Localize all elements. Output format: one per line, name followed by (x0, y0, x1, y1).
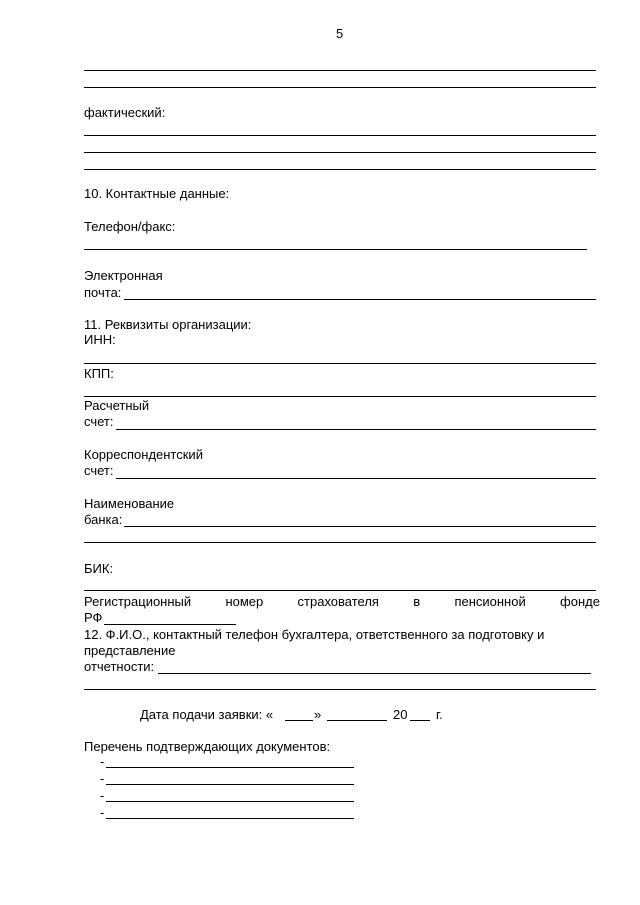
pfr-word: Регистрационный (84, 594, 192, 609)
doc-field-3[interactable] (106, 801, 354, 802)
corr-account-label-line2: счет: (84, 463, 114, 478)
kpp-field[interactable] (84, 396, 596, 397)
bank-field-2[interactable] (84, 542, 596, 543)
bik-field[interactable] (84, 590, 596, 591)
email-field[interactable] (124, 299, 596, 300)
docs-bullet: - (100, 805, 105, 820)
accountant-field-2[interactable] (84, 689, 596, 690)
section-11-title: 11. Реквизиты организации: (84, 317, 252, 332)
date-suffix: г. (436, 707, 443, 722)
date-quote-close: » (314, 707, 322, 722)
date-prefix: Дата подачи заявки: « (140, 707, 274, 722)
pfr-word: пенсионной (454, 594, 526, 609)
pfr-label-line2: РФ (84, 610, 103, 625)
phone-label: Телефон/факс: (84, 219, 176, 234)
bik-label: БИК: (84, 561, 114, 576)
accountant-field[interactable] (158, 673, 591, 674)
kpp-label: КПП: (84, 366, 114, 381)
account-label-line1: Расчетный (84, 398, 150, 413)
bank-label-line1: Наименование (84, 496, 175, 511)
date-year-field[interactable] (410, 720, 430, 721)
date-year-prefix: 20 (393, 707, 408, 722)
account-field[interactable] (116, 429, 596, 430)
actual-address-field-3[interactable] (84, 169, 596, 170)
date-month-field[interactable] (327, 720, 387, 721)
address-line-2 (84, 87, 596, 88)
section-10-title: 10. Контактные данные: (84, 186, 230, 201)
actual-address-label: фактический: (84, 105, 166, 120)
doc-field-1[interactable] (106, 767, 354, 768)
page-number: 5 (336, 26, 344, 41)
section-12-line2: представление (84, 643, 176, 658)
email-label-line1: Электронная (84, 268, 163, 283)
doc-field-4[interactable] (106, 818, 354, 819)
pfr-label-line1 (84, 594, 600, 609)
email-label-line2: почта: (84, 285, 122, 300)
phone-field[interactable] (84, 249, 587, 250)
docs-bullet: - (100, 788, 105, 803)
inn-label: ИНН: (84, 332, 116, 347)
corr-account-label-line1: Корреспондентский (84, 447, 203, 462)
bank-label-line2: банка: (84, 512, 123, 527)
docs-bullet: - (100, 754, 105, 769)
docs-bullet: - (100, 771, 105, 786)
address-line-1 (84, 70, 596, 71)
section-12-line1: 12. Ф.И.О., контактный телефон бухгалтера, ответственного за подготовку и (84, 627, 545, 642)
pfr-word: фонде (560, 594, 600, 609)
actual-address-field-2[interactable] (84, 152, 596, 153)
bank-field[interactable] (124, 526, 596, 527)
pfr-word: страхователя (297, 594, 379, 609)
date-day-field[interactable] (285, 720, 313, 721)
pfr-word: номер (225, 594, 264, 609)
inn-field[interactable] (84, 363, 596, 364)
pfr-field[interactable] (104, 624, 236, 625)
corr-account-field[interactable] (116, 478, 596, 479)
account-label-line2: счет: (84, 414, 114, 429)
section-12-line3: отчетности: (84, 659, 155, 674)
actual-address-field-1[interactable] (84, 135, 596, 136)
docs-title: Перечень подтверждающих документов: (84, 739, 331, 754)
pfr-word: в (413, 594, 421, 609)
doc-field-2[interactable] (106, 784, 354, 785)
